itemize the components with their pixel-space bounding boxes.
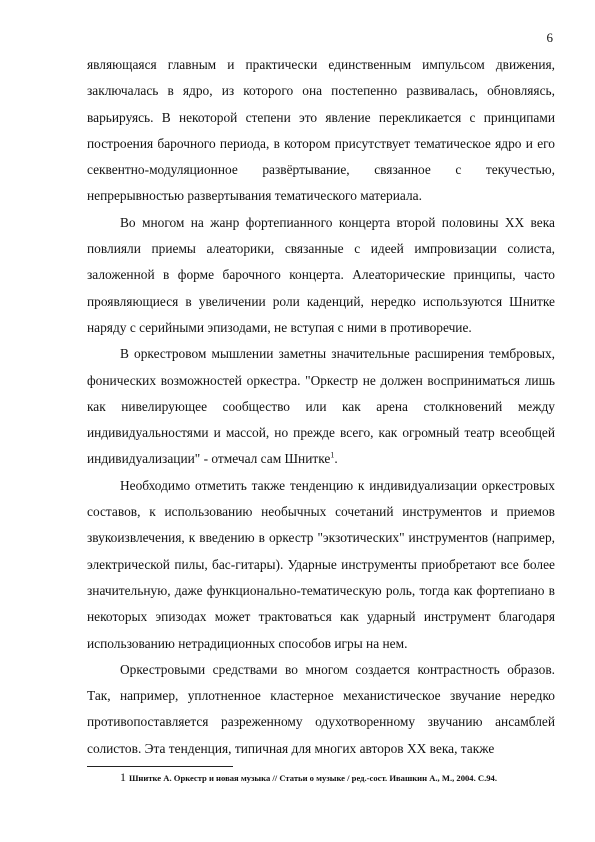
footnote-divider — [87, 766, 233, 767]
footnote — [120, 770, 497, 785]
footnote-text: Шнитке А. Оркестр и новая музыка // Статьи о музыке / ред.-сост. Ивашкин А., М., 2004. С.94. — [129, 773, 497, 783]
paragraph-1: являющаяся главным и практически единственным импульсом движения, заключалась в ядро, из которого она постепенно развивалась, обновляясь, варьируясь. В некоторой степени это явление перекликается с принципами построения барочного периода, в котором присутствует тематическое ядро и его секвентно-модуляционное развёртывание, связанное с текучестью, непрерывностью развертывания тематического материала. — [87, 57, 555, 204]
footnote-reference[interactable]: 1 — [330, 450, 335, 460]
page-number: 6 — [546, 30, 553, 45]
footnote-number: 1 — [120, 770, 126, 784]
paragraph-5: Оркестровыми средствами во многом создается контрастность образов. Так, например, уплотненное кластерное механистическое звучание нередко противопоставляется разреженному одухотворенному звучанию ансамблей солистов. Эта тенденция, типичная для многих авторов XX века, также — [87, 661, 555, 756]
paragraph-3-tail: . — [334, 451, 338, 467]
body-text — [87, 52, 555, 762]
paragraph-3-text: В оркестровом мышлении заметны значительные расширения тембровых, фонических возможностей оркестра. "Оркестр не должен восприниматься лишь как нивелирующее сообщество или как арена столкновений между индивидуальностями и массой, но прежде всего, как огромный театр всеобщей индивидуализации" - отмечал сам Шнитке — [87, 346, 555, 467]
paragraph-3 — [87, 341, 555, 472]
paragraph-2: Во многом на жанр фортепианного концерта второй половины XX века повлияли приемы алеаторики, связанные с идеей импровизации солиста, заложенной в форме барочного концерта. Алеаторические принципы, часто проявляющиеся в увеличении роли каденций, нередко используются Шнитке наряду с серийными эпизодами, не вступая с ними в противоречие. — [87, 214, 555, 335]
paragraph-4: Необходимо отметить также тенденцию к индивидуализации оркестровых составов, к использованию необычных сочетаний инструментов и приемов звукоизвлечения, к введению в оркестр "экзотических" инструментов (например, электрической пилы, бас-гитары). Ударные инструменты приобретают все более значительную, даже функционально-тематическую роль, тогда как фортепиано в некоторых эпизодах может трактоваться как ударный инструмент благодаря использованию нетрадиционных способов игры на нем. — [87, 477, 555, 651]
